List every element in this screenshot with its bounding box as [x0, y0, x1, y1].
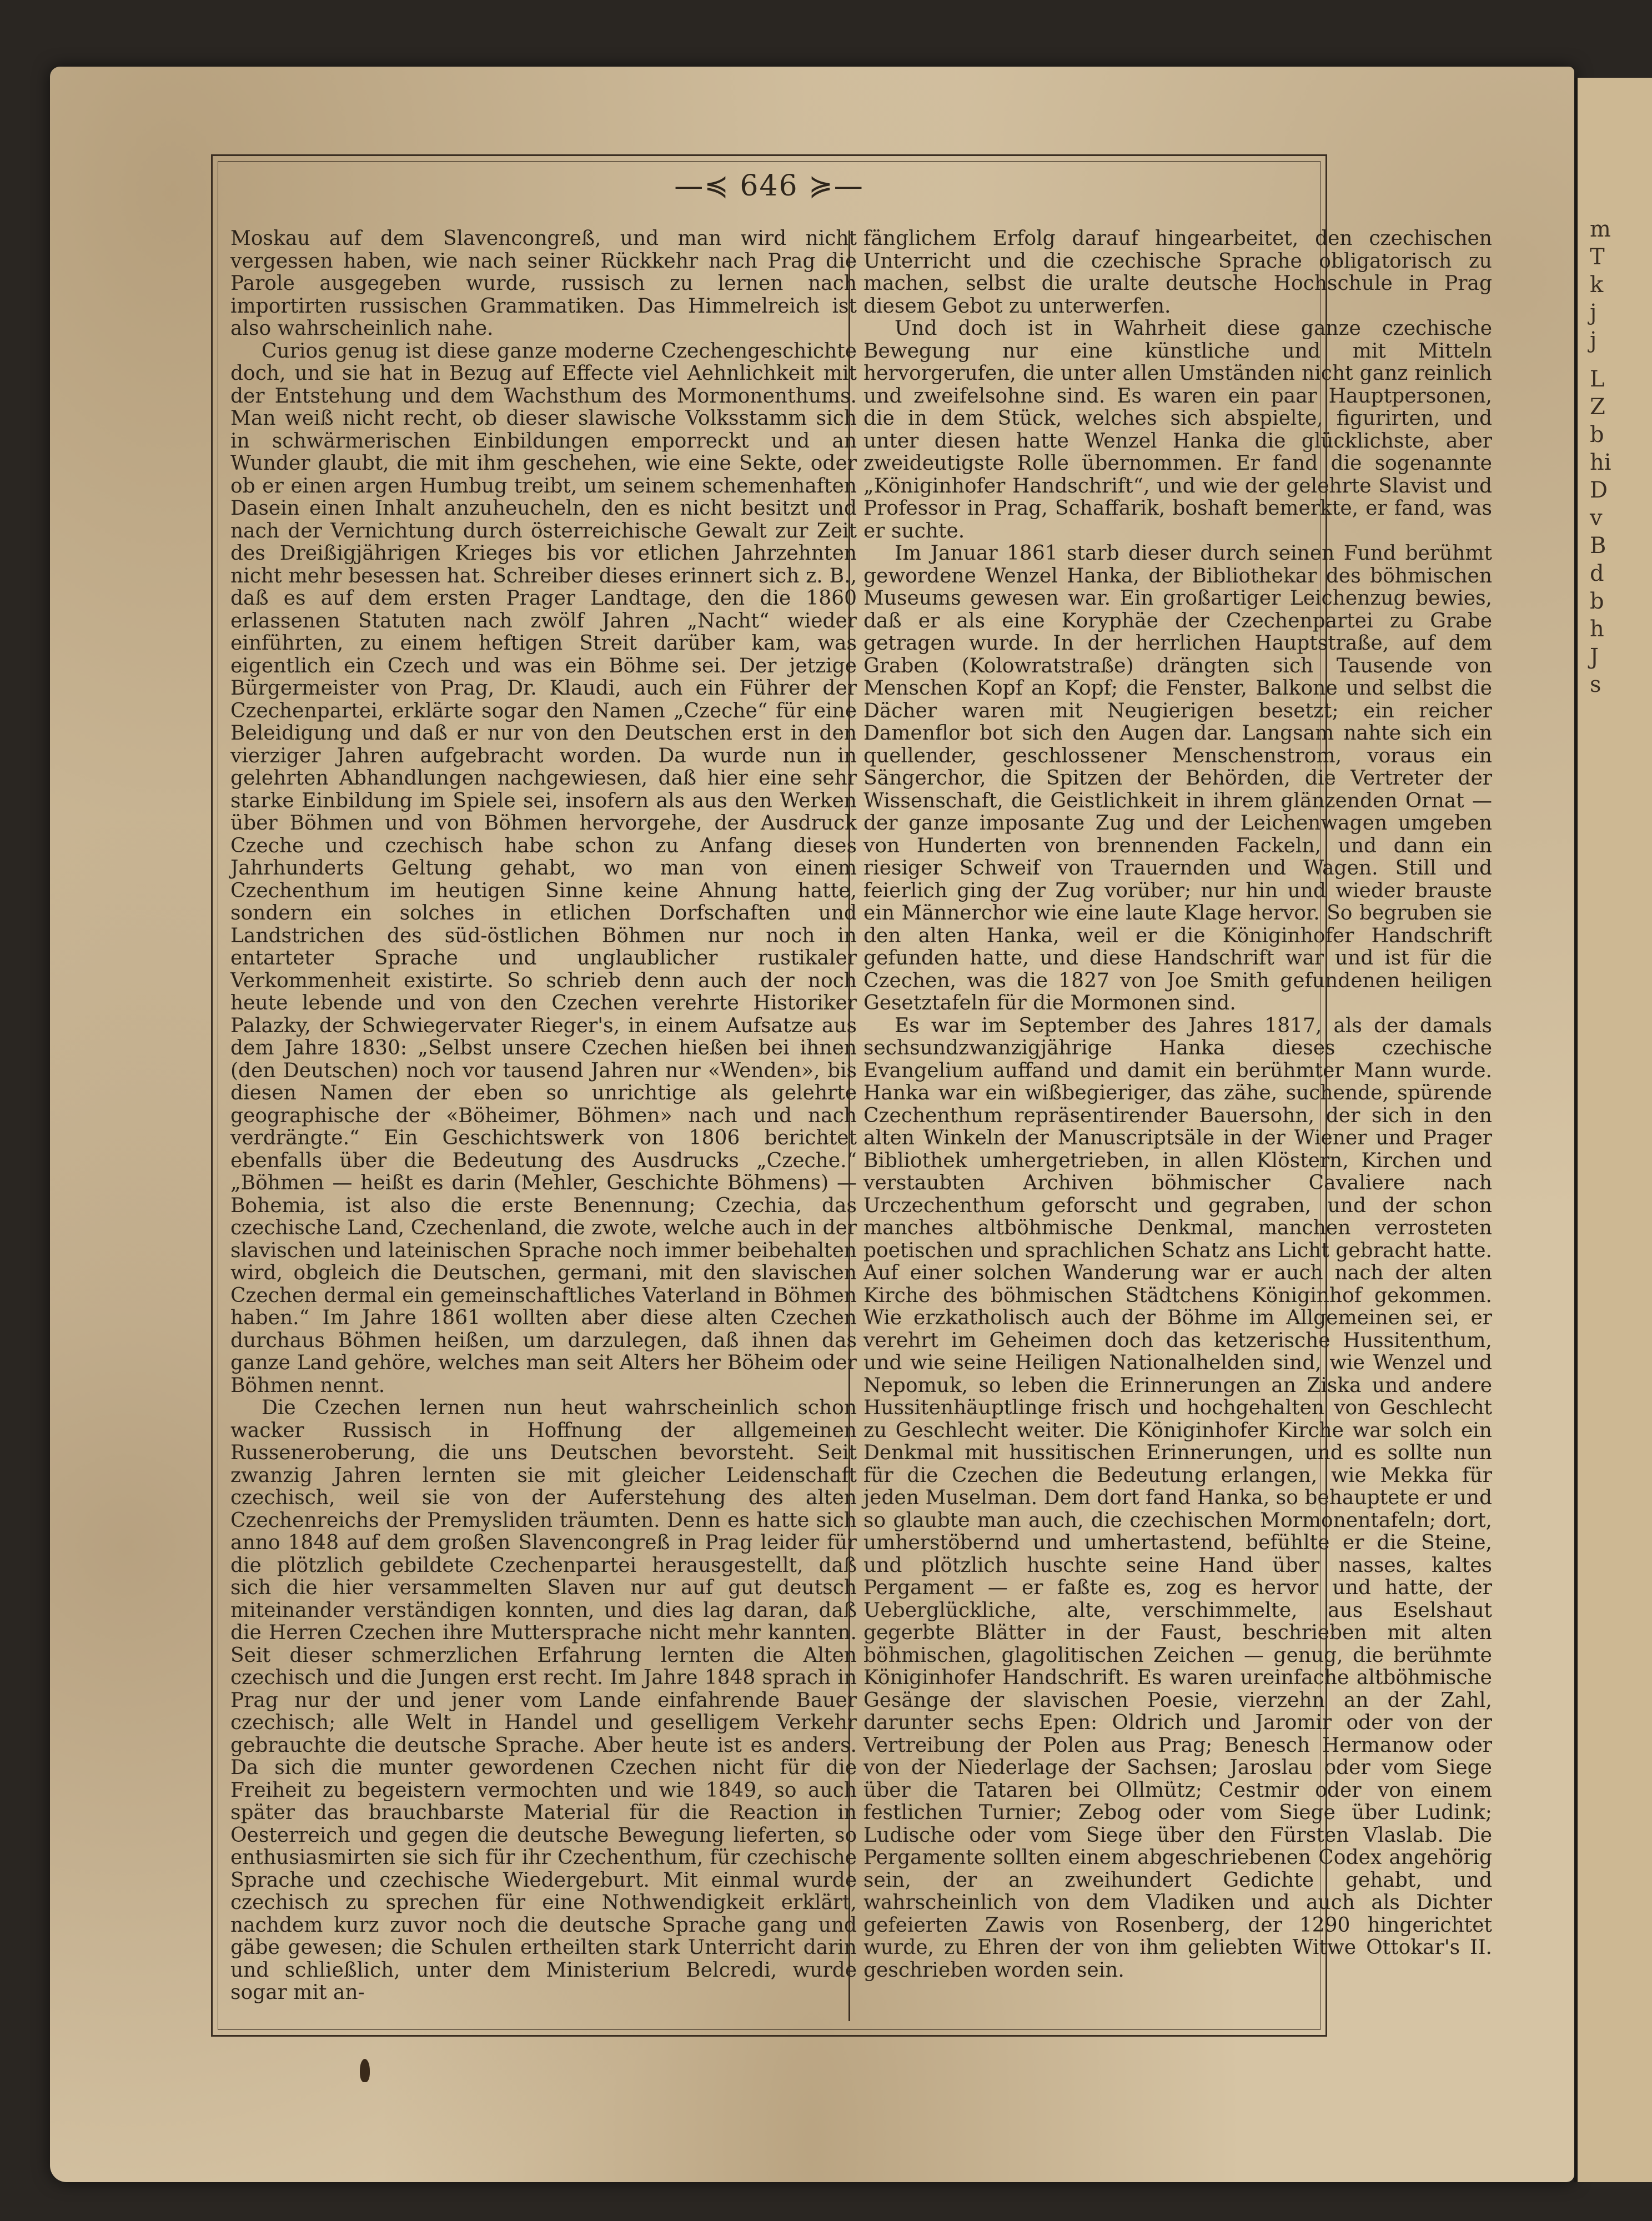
- next-page-fragment: s: [1590, 672, 1601, 697]
- next-page-fragment: D: [1590, 478, 1608, 503]
- page-number-header: —≼ 646 ≽—: [674, 169, 864, 203]
- paragraph: Es war im September des Jahres 1817, als der damals sechsundzwanzigjährige Hanka dieses czechische Evangelium auffand und damit ein berühmter Mann wurde. Hanka war ein wißbegieriger, das zähe, suchende, spürende Czechenthum repräsentirender Bauersohn, der sich in den alten Winkeln der Manuscriptsäle in der Wiener und Prager Bibliothek umhergetrieben, in allen Klöstern, Kirchen und verstaubten Archiven böhmischer Cavaliere nach Urczechenthum geforscht und gegraben, und der schon manches altböhmische Denkmal, manchen verrosteten poetischen und sprachlichen Schatz ans Licht gebracht hatte. Auf einer solchen Wanderung war er auch nach der alten Kirche des böhmischen Städtchens Königinhof gekommen. Wie erzkatholisch auch der Böhme im Allgemeinen sei, er verehrt im Geheimen doch das ketzerische Hussitenthum, und wie seine Heiligen Nationalhelden sind, wie Wenzel und Nepomuk, so leben die Erinnerungen an Ziska und andere Hussitenhäuptlinge frisch und hochgehalten von Geschlecht zu Geschlecht weiter. Die Königinhofer Kirche war solch ein Denkmal mit hussitischen Erinnerungen, und es sollte nun für die Czechen die Bedeutung erlangen, wie Mekka für jeden Muselman. Dem dort fand Hanka, so behauptete er und so glaubte man auch, die czechischen Mormonentafeln; dort, umherstöbernd und umhertastend, befühlte er die Steine, und plötzlich huschte seine Hand über nasses, kaltes Pergament — er faßte es, zog es hervor und hatte, der Ueberglückliche, alte, verschimmelte, aus Eselshaut gegerbte Blätter in der Faust, beschrieben mit alten böhmischen, glagolitischen Zeichen — genug, die berühmte Königinhofer Handschrift. Es waren ureinfache altböhmische Gesänge der slavischen Poesie, vierzehn an der Zahl, darunter sechs Epen: Oldrich und Jaromir oder von der Vertreibung der Polen aus Prag; Benesch Hermanow oder von der Niederlage der Sachsen; Jaroslau oder vom Siege über die Tataren bei Ollmütz; Cestmir oder von einem festlichen Turnier; Zebog oder vom Siege über Ludink; Ludische oder vom Siege über den Fürsten Vlaslab. Die Pergamente sollten einem abgeschriebenen Codex angehörig sein, der an zweihundert Gedichte gehabt, und wahrscheinlich von dem Vladiken und auch als Dichter gefeierten Zawis von Rosenberg, der 1290 hingerichtet wurde, zu Ehren der von ihm geliebten Witwe Ottokar's II. geschrieben worden sein.: [863, 1014, 1492, 1982]
- paragraph: Die Czechen lernen nun heut wahrscheinlich schon wacker Russisch in Hoffnung der allgemeinen Russeneroberung, die uns Deutschen bevorsteht. Seit zwanzig Jahren lernten sie mit gleicher Leidenschaft czechisch, weil sie von der Auferstehung des alten Czechenreichs der Premysliden träumten. Denn es hatte sich anno 1848 auf dem großen Slavencongreß in Prag leider für die plötzlich gebildete Czechenpartei herausgestellt, daß sich die hier versammelten Slaven nur auf gut deutsch miteinander verständigen konnten, und dies lag daran, daß die Herren Czechen ihre Muttersprache nicht mehr kannten. Seit dieser schmerzlichen Erfahrung lernten die Alten czechisch und die Jungen erst recht. Im Jahre 1848 sprach in Prag nur der und jener vom Lande einfahrende Bauer czechisch; alle Welt in Handel und geselligem Verkehr gebrauchte die deutsche Sprache. Aber heute ist es anders. Da sich die munter gewordenen Czechen nicht für die Freiheit zu begeistern vermochten und wie 1849, so auch später das brauchbarste Material für die Reaction in Oesterreich und gegen die deutsche Bewegung lieferten, so enthusiasmirten sie sich für ihr Czechenthum, für czechische Sprache und czechische Wiedergeburt. Mit einmal wurde czechisch zu sprechen für eine Nothwendigkeit erklärt, nachdem kurz zuvor noch die deutsche Sprache gang und gäbe gewesen; die Schulen ertheilten stark Unterricht darin und schließlich, unter dem Ministerium Belcredi, wurde sogar mit an-: [230, 1396, 857, 2004]
- paragraph: Im Januar 1861 starb dieser durch seinen Fund berühmt gewordene Wenzel Hanka, der Bibliothekar des böhmischen Museums gewesen war. Ein großartiger Leichenzug bewies, daß er als eine Koryphäe der Czechenpartei zu Grabe getragen wurde. In der herrlichen Hauptstraße, auf dem Graben (Kolowratstraße) drängten sich Tausende von Menschen Kopf an Kopf; die Fenster, Balkone und selbst die Dächer waren mit Neugierigen besetzt; ein reicher Damenflor bot sich den Augen dar. Langsam nahte sich ein quellender, geschlossener Menschenstrom, voraus ein Sängerchor, die Spitzen der Behörden, die Vertreter der Wissenschaft, die Geistlichkeit in ihrem glänzenden Ornat — der ganze imposante Zug und der Leichenwagen umgeben von Hunderten von brennenden Fackeln, und dann ein riesiger Schweif von Trauernden und Wagen. Still und feierlich ging der Zug vorüber; nur hin und wieder brauste ein Männerchor wie eine laute Klage hervor. So begruben sie den alten Hanka, weil er die Königinhofer Handschrift gefunden hatte, und diese Handschrift war und ist für die Czechen, was die 1827 von Joe Smith gefundenen heiligen Gesetztafeln für die Mormonen sind.: [863, 542, 1492, 1014]
- next-page-fragment: j: [1590, 328, 1597, 353]
- next-page-fragment: B: [1590, 533, 1606, 559]
- next-page-fragment: T: [1590, 244, 1605, 270]
- next-page-fragment: b: [1590, 422, 1604, 448]
- next-page-edge: [1574, 78, 1652, 2182]
- next-page-fragment: b: [1590, 589, 1604, 614]
- paragraph: Und doch ist in Wahrheit diese ganze czechische Bewegung nur eine künstliche und mit Mitteln hervorgerufen, die unter allen Umständen nicht ganz reinlich und zweifelsohne sind. Es waren ein paar Hauptpersonen, die in dem Stück, welches sich abspielte, figurirten, und unter diesen hatte Wenzel Hanka die glücklichste, aber zweideutigste Rolle übernommen. Er fand die sogenannte „Königinhofer Handschrift“, und wie der gelehrte Slavist und Professor in Prag, Schaffarik, boshaft bemerkte, er fand, was er suchte.: [863, 317, 1492, 542]
- paragraph: Curios genug ist diese ganze moderne Czechengeschichte doch, und sie hat in Bezug auf Effecte viel Aehnlichkeit mit der Entstehung und dem Wachsthum des Mormonenthums. Man weiß nicht recht, ob dieser slawische Volksstamm sich in schwärmerischen Einbildungen emporreckt und an Wunder glaubt, die mit ihm geschehen, wie eine Sekte, oder ob er einen argen Humbug treibt, um seinem schemenhaften Dasein einen Inhalt anzuheucheln, den es nicht besitzt und nach der Vernichtung durch österreichische Gewalt zur Zeit des Dreißigjährigen Krieges bis vor etlichen Jahrzehnten nicht mehr besessen hat. Schreiber dieses erinnert sich z. B., daß es auf dem ersten Prager Landtage, den die 1860 erlassenen Statuten nach zwölf Jahren „Nacht“ wieder einführten, zu einem heftigen Streit darüber kam, was eigentlich ein Czech und was ein Böhme sei. Der jetzige Bürgermeister von Prag, Dr. Klaudi, auch ein Führer der Czechenpartei, erklärte sogar den Namen „Czeche“ für eine Beleidigung und daß er nur von den Deutschen erst in den vierziger Jahren aufgebracht worden. Da wurde nun in gelehrten Abhandlungen nachgewiesen, daß hier eine sehr starke Einbildung im Spiele sei, insofern als aus den Werken über Böhmen und von Böhmen hervorgehe, der Ausdruck Czeche und czechisch habe schon zu Anfang dieses Jahrhunderts Geltung gehabt, wo man von einem Czechenthum im heutigen Sinne keine Ahnung hatte, sondern ein solches in etlichen Dorfschaften und Landstrichen des süd-östlichen Böhmen nur noch in entarteter Sprache und unglaublicher rustikaler Verkommenheit existirte. So schrieb denn auch der noch heute lebende und von den Czechen verehrte Historiker Palazky, der Schwiegervater Rieger's, in einem Aufsatze aus dem Jahre 1830: „Selbst unsere Czechen hießen bei ihnen (den Deutschen) noch vor tausend Jahren nur «Wenden», bis diesen Namen der eben so unrichtige als gelehrte geographische der «Böheimer, Böhmen» nach und nach verdrängte.“ Ein Geschichtswerk von 1806 berichtet ebenfalls über die Bedeutung des Ausdrucks „Czeche.“ „Böhmen — heißt es darin (Mehler, Geschichte Böhmens) — Bohemia, ist also die erste Benennung; Czechia, das czechische Land, Czechenland, die zwote, welche auch in der slavischen und lateinischen Sprache noch immer beibehalten wird, obgleich die Deutschen, germani, mit den slavischen Czechen dermal ein gemeinschaftliches Vaterland in Böhmen haben.“ Im Jahre 1861 wollten aber diese alten Czechen durchaus Böhmen heißen, um darzulegen, daß ihnen das ganze Land gehöre, welches man seit Alters her Böheim oder Böhmen nennt.: [230, 339, 857, 1397]
- right-column: [863, 228, 1492, 1982]
- paragraph: Moskau auf dem Slavencongreß, und man wird nicht vergessen haben, wie nach seiner Rückkehr nach Prag die Parole ausgegeben wurde, russisch zu lernen nach importirten russischen Grammatiken. Das Himmelreich ist also wahrscheinlich nahe.: [230, 227, 857, 340]
- left-column: [230, 228, 857, 2004]
- next-page-fragment: d: [1590, 561, 1604, 586]
- next-page-fragment: J: [1590, 644, 1599, 670]
- next-page-fragment: v: [1590, 505, 1603, 531]
- next-page-fragment: Z: [1590, 394, 1605, 420]
- next-page-fragment: hi: [1590, 450, 1611, 475]
- next-page-fragment: k: [1590, 272, 1604, 298]
- next-page-fragment: j: [1590, 300, 1597, 325]
- next-page-fragment: h: [1590, 616, 1604, 642]
- paragraph: fänglichem Erfolg darauf hingearbeitet, den czechischen Unterricht und die czechische Sprache obligatorisch zu machen, selbst die uralte deutsche Hochschule in Prag diesem Gebot zu unterwerfen.: [863, 227, 1492, 318]
- next-page-fragment: m: [1590, 217, 1611, 242]
- next-page-fragment: L: [1590, 366, 1605, 392]
- ink-blot: [360, 2059, 370, 2082]
